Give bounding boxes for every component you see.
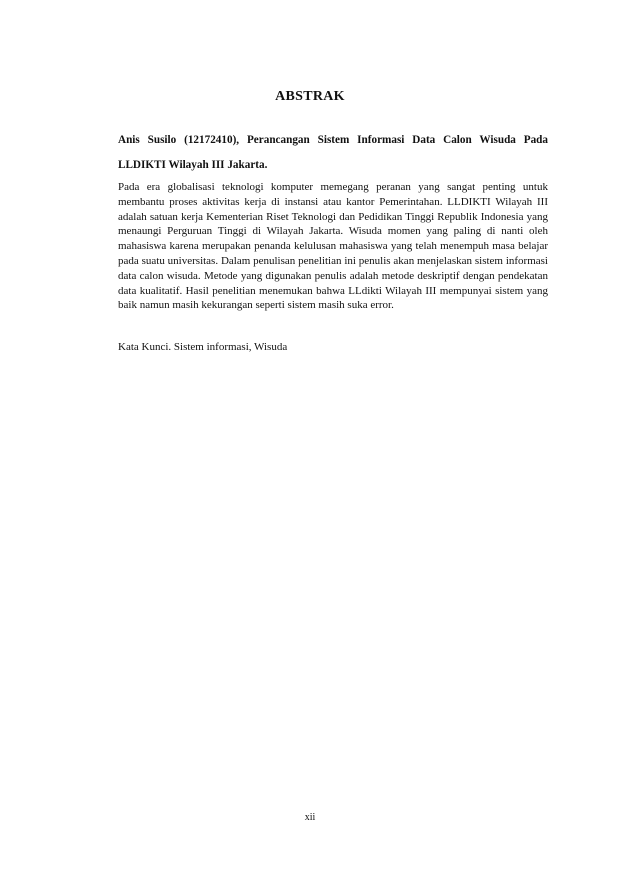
page-title: ABSTRAK [275,89,345,104]
abstract-paragraph: Pada era globalisasi teknologi komputer memegang peranan yang sangat penting untuk membantu proses aktivitas kerja di instansi atau kantor Pemerintahan. LLDIKTI Wilayah III adalah satuan kerja Kementerian Riset Teknologi dan Pedidikan Tinggi Republik Indonesia yang menaungi Perguruan Tinggi di Wilayah Jakarta. Wisuda momen yang paling di nanti oleh mahasiswa karena merupakan penanda kelulusan mahasiswa yang telah menempuh masa belajar pada suatu universitas. Dalam penulisan penelitian ini penulis akan menjelaskan sistem informasi data calon wisuda. Metode yang digunakan penulis adalah metode deskriptif dengan pendekatan data kualitatif. Hasil penelitian menemukan bahwa LLdikti Wilayah III mempunyai sistem yang baik namun masih kekurangan seperti sistem masih suka error. [118,181,548,312]
author-citation: Anis Susilo (12172410), Perancangan Sistem Informasi Data Calon Wisuda Pada LLDIKTI Wilayah III Jakarta. [118,134,548,171]
page-number: xii [304,812,316,823]
keywords-line: Kata Kunci. Sistem informasi, Wisuda [118,341,288,353]
